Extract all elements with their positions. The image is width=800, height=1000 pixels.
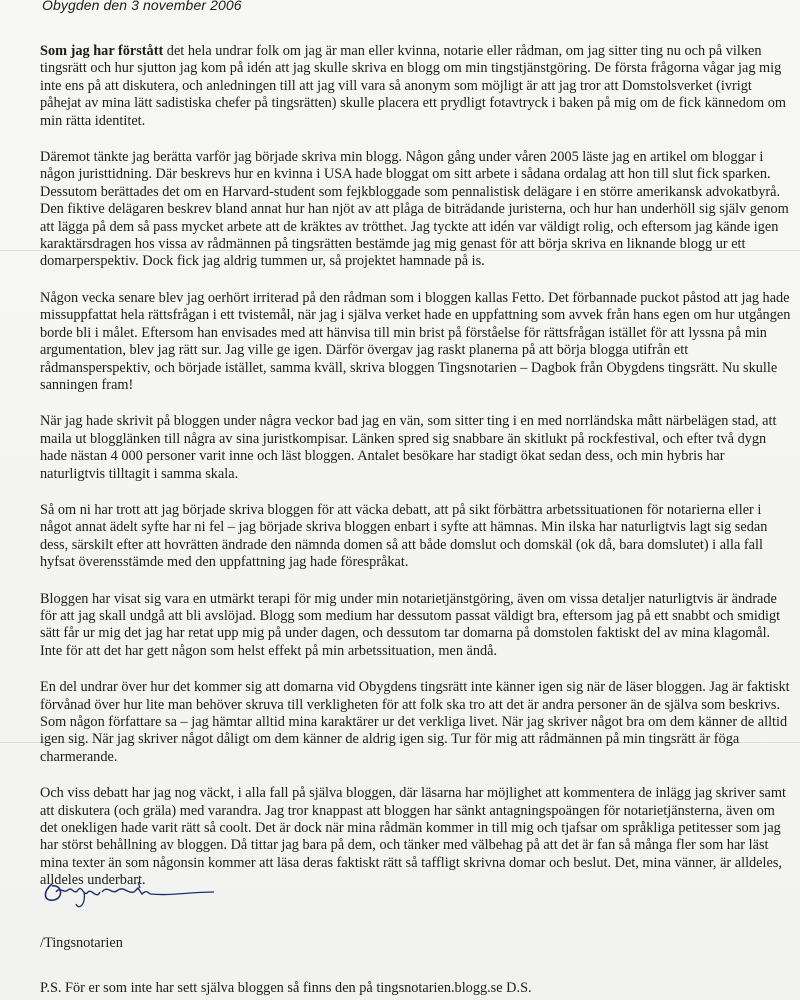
paragraph-5 [40,502,792,572]
handwritten-signature [38,862,218,912]
letter-date: Obygden den 3 november 2006 [42,0,242,13]
paragraph-text: Och viss debatt har jag nog väckt, i alla fall på själva bloggen, där läsarna har möjlighet att kommentera de inlägg jag skriver samt att diskutera (och gräla) med varandra. Jag tror knappast att bloggen har sänkt antagningspoängen för notarietjänsterna, även om det onekligen hade varit rätt så coolt. Det är dock när mina rådmän kommer in till mig och tjafsar om språkliga petitesser som jag har störst behållning av bloggen. Då tittar jag bara på dem, och tänker med välbehag på att det är fan så många fler som har läst mina texter än som någonsin kommer att läsa deras faktiskt rätt så taffligt skrivna domar och beslut. Det, mina vänner, är alldeles, alldeles underbart. [40,785,786,889]
signoff: /Tingsnotarien [40,935,123,951]
paragraph-6 [40,591,792,661]
paragraph-2 [40,149,792,271]
paragraph-text: Så om ni har trott att jag började skriva bloggen för att väcka debatt, att på sikt förbättra arbetssituationen för notarierna eller i något annat ädelt syfte har ni fel – jag började skriva bloggen enbart i syfte att hämnas. Min ilska har naturligtvis lagt sig sedan dess, särskilt efter att hovrätten ändrade den nämnda domen så att både domslut och domskäl (ok då, bara domslutet) i alla fall hyfsat överensstämde med den uppfattning jag hade förespråkat. [40,501,768,571]
paragraph-4 [40,413,792,483]
paragraph-3 [40,290,792,394]
paragraph-lead: Som jag har förstått [40,43,164,59]
paragraph-1 [40,43,792,130]
paragraph-7 [40,679,792,766]
paragraph-text: Bloggen har visat sig vara en utmärkt terapi för mig under min notarietjänstgöring, även om vissa detaljer naturligtvis är ändrade för att jag skall undgå att bli avslöjad. Blogg som medium har dessutom passat väldigt bra, eftersom jag på ett snabbt och smidigt sätt får ur mig det jag har retat upp mig på under dagen, och dessutom tar domarna på domstolen faktiskt del av mina klagomål. Inte för att det har gett någon som helst effekt på min arbetssituation, men ändå. [40,590,781,659]
postscript: P.S. För er som inte har sett själva bloggen så finns den på tingsnotarien.blogg.se D.S. [40,980,532,996]
paragraph-text: Någon vecka senare blev jag oerhört irriterad på den rådman som i bloggen kallas Fetto. Det förbannade puckot påstod att jag hade missuppfattat hela rättsfrågan i ett tvistemål, när jag i själva verket hade en uppfattning som avvek från hans egen om hur utgången borde bli i målet. Eftersom han envisades med att hänvisa till min brist på förståelse för rättsfrågan istället för att lyssna på min argumentation, blev jag rätt sur. Jag ville ge igen. Därför övergav jag raskt planerna på att börja blogga utifrån ett rådmansperspektiv, och började istället, samma kväll, skriva bloggen Tingsnotarien – Dagbok från Obygdens tingsrätt. Nu skulle sanningen fram! [40,289,791,393]
paragraph-text: Däremot tänkte jag berätta varför jag började skriva min blogg. Någon gång under våren 2005 läste jag en artikel om bloggar i någon juristtidning. Där beskrevs hur en kvinna i USA hade bloggat om sitt arbete i sådana ordalag att hon till slut fick sparken. Dessutom berättades det om en Harvard-student som fejkbloggade som pennalistisk delägare i en större amerikansk advokatbyrå. Den fiktive delägaren beskrev bland annat hur han njöt av att plåga de biträdande juristerna, och hur han underhöll sig själv genom att lägga på dem så pass mycket arbete att de kräktes av trötthet. Jag tyckte att idén var väldigt rolig, och eftersom jag kände igen karaktärsdragen hos vissa av rådmännen på tingsrätten bestämde jag mig genast för att börja skriva en liknande blogg ur ett domarperspektiv. Dock fick jag aldrig tummen ur, så projektet hamnade på is. [40,149,789,270]
paragraph-text: När jag hade skrivit på bloggen under några veckor bad jag en vän, som sitter ting i en med norrländska mått närbelägen stad, att maila ut blogglänken till några av sina juristkompisar. Länken spred sig snabbare än skitlukt på rockfestival, och efter två dygn hade nästan 4 000 personer varit inne och läst bloggen. Antalet besökare har stadigt ökat sedan dess, och min hybris har naturligtvis tilltagit i samma skala. [40,413,777,482]
paragraph-text: En del undrar över hur det kommer sig att domarna vid Obygdens tingsrätt inte känner igen sig när de läser bloggen. Jag är faktiskt förvånad över hur lite man behöver skruva till verkligheten för att folk ska tro att det är andra personer än de själva som beskrivs. Som någon författare sa – jag hämtar alltid mina karaktärer ur det verkliga livet. När jag skriver något bra om dem känner de alltid igen sig. När jag skriver något dåligt om dem känner de aldrig igen sig. Tur för mig att rådmännen på min tingsrätt är föga charmerande. [40,679,790,765]
paragraph-text: det hela undrar folk om jag är man eller kvinna, notarie eller rådman, om jag sitter ting nu och på vilken tingsrätt och hur sjutton jag kom på idén att jag skulle skriva en blogg om min tingstjänstgöring. De första frågorna vågar jag mig inte ens på att diskutera, och anledningen till att jag vill vara så anonym som möjligt är att jag tror att Domstolsverket (ivrigt påhejat av mina lätt sadistiska chefer på tingsrätten) skulle placera ett prydligt fotavtryck i baken på mig om de fick kännedom om min rätta identitet. [40,43,786,129]
letter-body [40,43,792,909]
